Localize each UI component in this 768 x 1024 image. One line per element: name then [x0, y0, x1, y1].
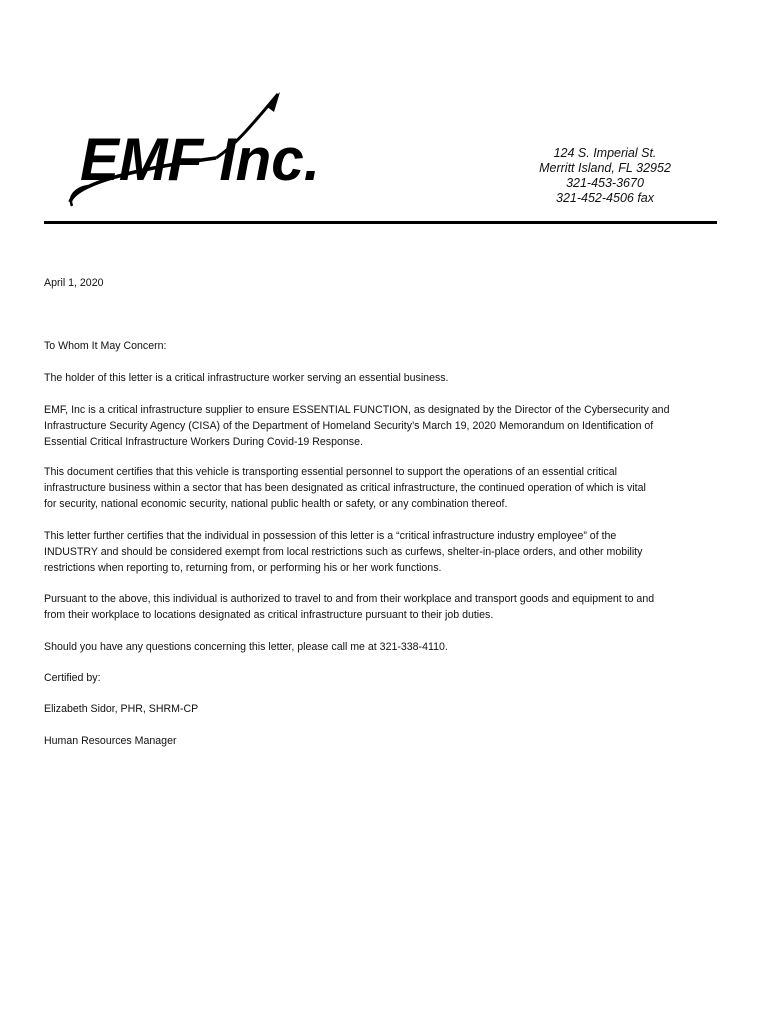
paragraph-line: for security, national economic security, national public health or safety, or any combination thereof. [44, 498, 508, 510]
paragraph-line: Should you have any questions concerning this letter, please call me at 321-338-4110. [44, 641, 448, 653]
company-name: EMF Inc. [80, 126, 320, 193]
certified-by: Certified by: [44, 672, 101, 684]
paragraph-3 [44, 464, 724, 512]
signer-name: Elizabeth Sidor, PHR, SHRM-CP [44, 703, 199, 715]
paragraph-line: This letter further certifies that the individual in possession of this letter is a “critical infrastructure industry employee” of the [44, 530, 617, 542]
paragraph-6 [44, 639, 724, 655]
address-fax: 321-452-4506 fax [556, 191, 654, 205]
address-street: 124 S. Imperial St. [553, 146, 657, 160]
paragraph-line: from their workplace to locations designated as critical infrastructure pursuant to their job duties. [44, 609, 494, 621]
paragraph-line: Essential Critical Infrastructure Workers During Covid-19 Response. [44, 436, 363, 448]
paragraph-line: restrictions when reporting to, returning from, or performing his or her work functions. [44, 562, 442, 574]
paragraph-line: Infrastructure Security Agency (CISA) of the Department of Homeland Security’s March 19, 2020 Memorandum on Identification of [44, 420, 654, 432]
paragraph-line: Pursuant to the above, this individual is authorized to travel to and from their workplace and transport goods and equipment to and [44, 593, 655, 605]
salutation: To Whom It May Concern: [44, 340, 167, 352]
paragraph-5 [44, 591, 724, 623]
paragraph-line: INDUSTRY and should be considered exempt from local restrictions such as curfews, shelter-in-place orders, and other mobility [44, 546, 643, 558]
header-divider [44, 221, 717, 224]
paragraph-1 [44, 370, 724, 386]
paragraph-4 [44, 528, 724, 576]
paragraph-line: This document certifies that this vehicle is transporting essential personnel to support the operations of an essential critical [44, 466, 617, 478]
signer-title: Human Resources Manager [44, 735, 177, 747]
paragraph-2 [44, 402, 724, 450]
letter-date: April 1, 2020 [44, 277, 104, 289]
address-city: Merritt Island, FL 32952 [539, 161, 671, 175]
paragraph-line: The holder of this letter is a critical infrastructure worker serving an essential business. [44, 372, 449, 384]
company-address [520, 146, 690, 206]
paragraph-line: infrastructure business within a sector that has been designated as critical infrastructure, the continued operation of which is vital [44, 482, 646, 494]
company-logo [66, 90, 328, 210]
paragraph-line: EMF, Inc is a critical infrastructure supplier to ensure ESSENTIAL FUNCTION, as designated by the Director of the Cybersecurity and [44, 404, 670, 416]
address-phone: 321-453-3670 [566, 176, 644, 190]
